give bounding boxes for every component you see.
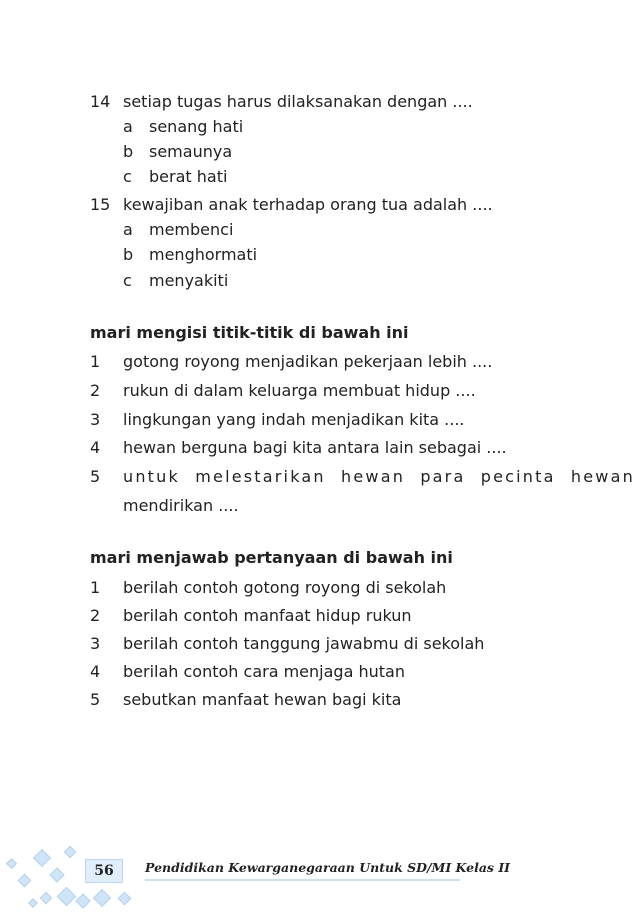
item-number: 1 (90, 578, 101, 597)
option-text: berat hati (149, 167, 228, 186)
answer-section-heading: mari menjawab pertanyaan di bawah ini (90, 548, 453, 567)
question-number: 14 (90, 92, 111, 111)
item-number: 5 (90, 467, 101, 486)
item-number: 5 (90, 690, 101, 709)
item-text: gotong royong menjadikan pekerjaan lebih .... (123, 352, 493, 371)
option-letter: b (123, 142, 134, 161)
footer-book-title: Pendidikan Kewarganegaraan Untuk SD/MI Kelas II (145, 860, 511, 875)
option-text: senang hati (149, 117, 244, 136)
question-text: kewajiban anak terhadap orang tua adalah .... (123, 195, 493, 214)
item-text: berilah contoh cara menjaga hutan (123, 662, 405, 681)
option-text: menghormati (149, 245, 258, 264)
item-text: berilah contoh gotong royong di sekolah (123, 578, 447, 597)
item-number: 3 (90, 410, 101, 429)
option-letter: c (123, 271, 132, 290)
item-number: 4 (90, 662, 101, 681)
item-number: 3 (90, 634, 101, 653)
option-text: semaunya (149, 142, 233, 161)
item-text: berilah contoh tanggung jawabmu di sekolah (123, 634, 485, 653)
item-number: 4 (90, 438, 101, 457)
item-text: rukun di dalam keluarga membuat hidup .... (123, 381, 476, 400)
item-text-continuation: mendirikan .... (123, 496, 239, 515)
item-text: sebutkan manfaat hewan bagi kita (123, 690, 402, 709)
fill-section-heading: mari mengisi titik-titik di bawah ini (90, 323, 409, 342)
item-text: hewan berguna bagi kita antara lain sebagai .... (123, 438, 507, 457)
item-number: 2 (90, 606, 101, 625)
item-number: 2 (90, 381, 101, 400)
option-letter: c (123, 167, 132, 186)
question-number: 15 (90, 195, 111, 214)
item-number: 1 (90, 352, 101, 371)
item-text: lingkungan yang indah menjadikan kita .... (123, 410, 465, 429)
option-letter: a (123, 220, 133, 239)
option-text: menyakiti (149, 271, 229, 290)
question-text: setiap tugas harus dilaksanakan dengan .... (123, 92, 473, 111)
option-letter: b (123, 245, 134, 264)
item-text: berilah contoh manfaat hidup rukun (123, 606, 412, 625)
option-text: membenci (149, 220, 234, 239)
item-text: untuk melestarikan hewan para pecinta hewan (123, 467, 635, 486)
option-letter: a (123, 117, 133, 136)
page-number: 56 (85, 859, 123, 883)
